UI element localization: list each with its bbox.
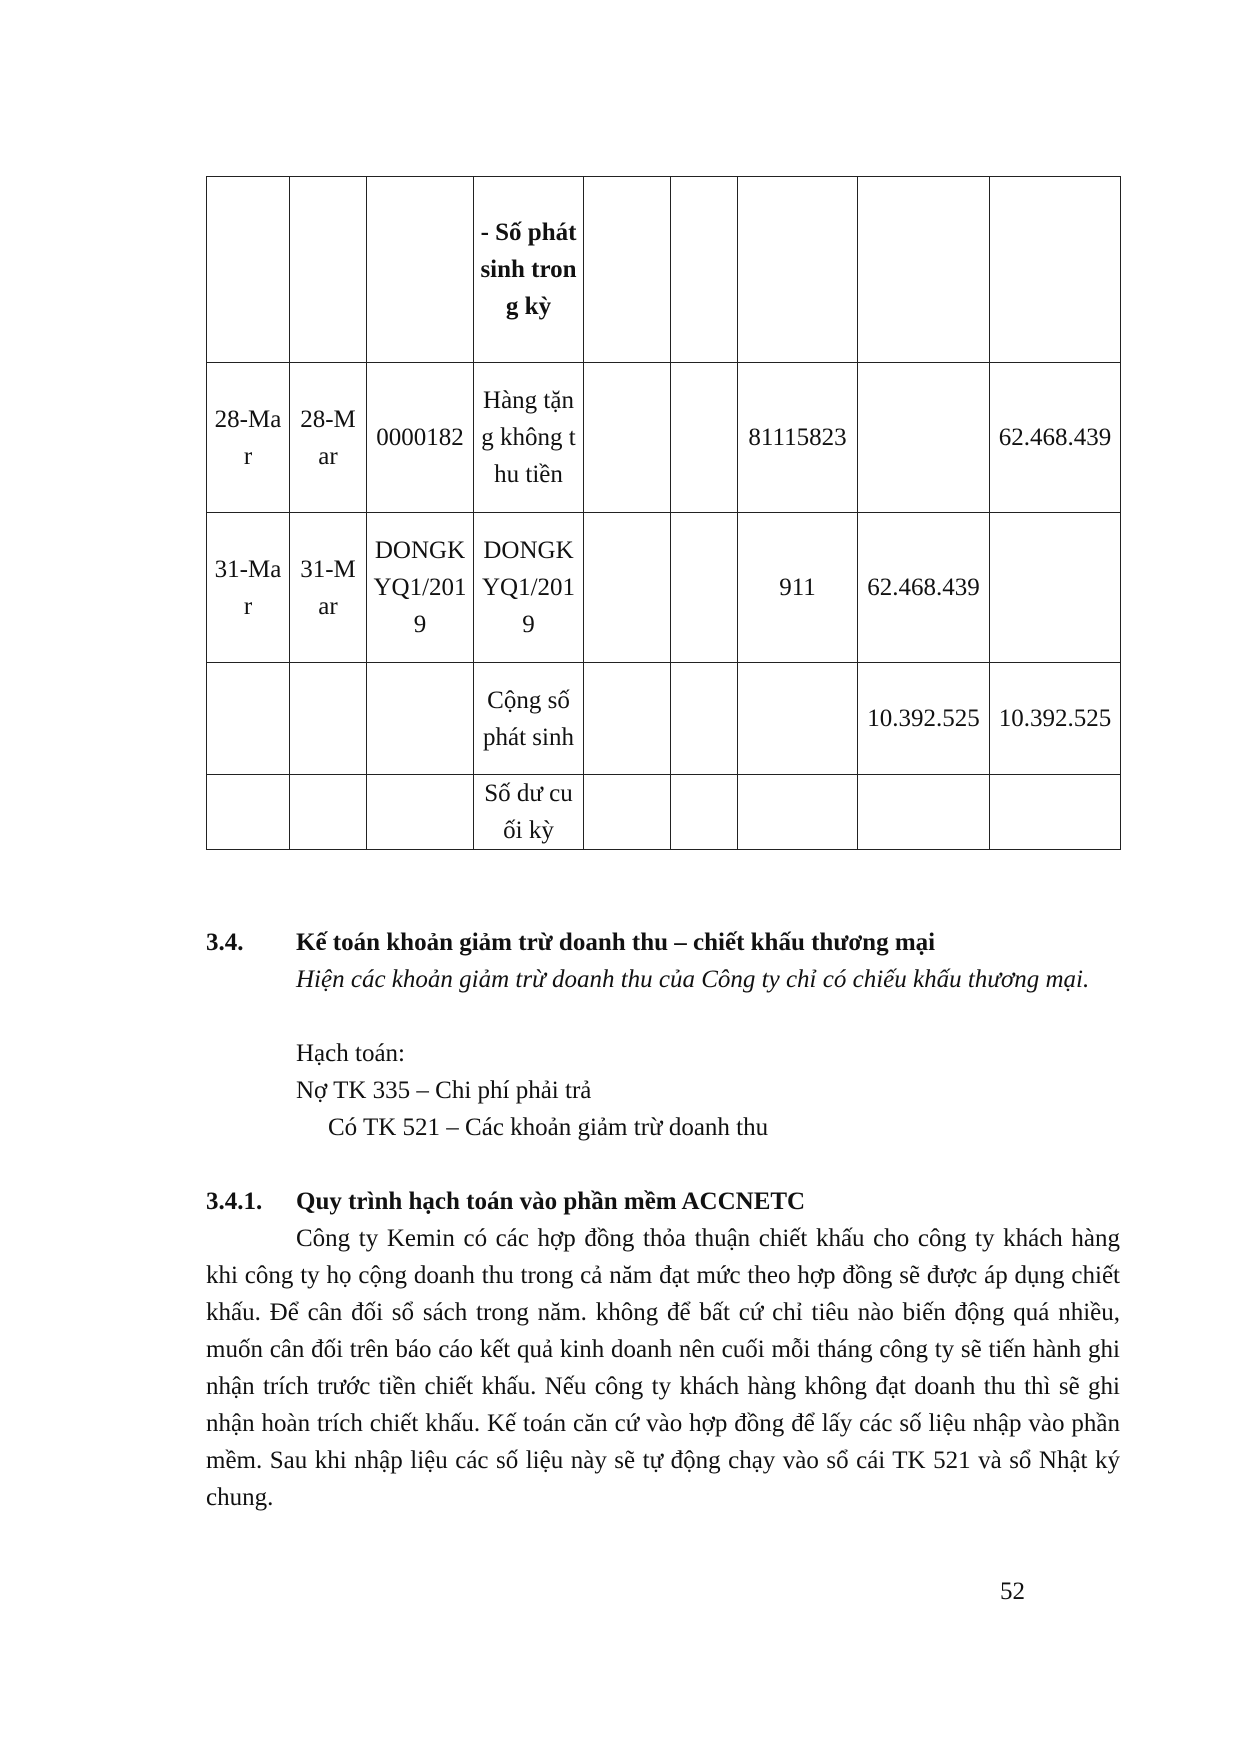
table-cell	[367, 663, 474, 775]
table-cell	[290, 663, 367, 775]
table-cell	[207, 663, 290, 775]
table-cell	[584, 775, 671, 850]
table-cell	[990, 775, 1121, 850]
page-number: 52	[1000, 1578, 1025, 1605]
section-title: Kế toán khoản giảm trừ doanh thu – chiết khấu thương mại	[296, 929, 936, 956]
table-cell: - Số phát sinh trong kỳ	[474, 177, 584, 363]
table-cell: DONGKYQ1/2019	[367, 513, 474, 663]
table-cell: 0000182	[367, 363, 474, 513]
table-cell	[584, 363, 671, 513]
table-cell: Số dư cuối kỳ	[474, 775, 584, 850]
body-paragraph: Công ty Kemin có các hợp đồng thỏa thuận chiết khấu cho công ty khách hàng khi công ty họ cộng doanh thu trong cả năm đạt mức theo hợp đồng sẽ được áp dụng chiết khấu. Để cân đối sổ sách trong năm. không để bất cứ chỉ tiêu nào biến động quá nhiều, muốn cân đối trên báo cáo kết quả kinh doanh nên cuối mỗi tháng công ty sẽ tiến hành ghi nhận trích trước tiền chiết khấu. Nếu công ty khách hàng không đạt doanh thu thì sẽ ghi nhận hoàn trích chiết khấu. Kế toán căn cứ vào hợp đồng để lấy các số liệu nhập vào phần mềm. Sau khi nhập liệu các số liệu này sẽ tự động chạy vào sổ cái TK 521 và sổ Nhật ký chung.	[206, 1225, 1120, 1511]
table-cell: 10.392.525	[858, 663, 990, 775]
table-cell: 31-Mar	[290, 513, 367, 663]
table-cell: 28-Mar	[207, 363, 290, 513]
table-cell	[290, 177, 367, 363]
table-cell: 31-Mar	[207, 513, 290, 663]
table-cell	[671, 513, 738, 663]
section-number: 3.4.1.	[206, 1188, 263, 1215]
table-cell	[990, 513, 1121, 663]
table-cell	[738, 663, 858, 775]
table-cell	[738, 775, 858, 850]
table-cell	[584, 513, 671, 663]
table-cell	[671, 775, 738, 850]
table-cell	[858, 177, 990, 363]
table-row	[207, 775, 1121, 850]
table-cell: DONGKYQ1/2019	[474, 513, 584, 663]
table-cell	[367, 177, 474, 363]
table-cell: Hàng tặng không thu tiền	[474, 363, 584, 513]
section-heading-3-4-1	[206, 1183, 1120, 1220]
debit-entry: Nợ TK 335 – Chi phí phải trả	[296, 1077, 592, 1104]
table-cell	[367, 775, 474, 850]
table-cell: 911	[738, 513, 858, 663]
table-row	[207, 663, 1121, 775]
section-heading-3-4	[206, 924, 1120, 961]
table-cell	[584, 663, 671, 775]
table-cell	[290, 775, 367, 850]
table-cell	[671, 363, 738, 513]
table-cell	[671, 663, 738, 775]
hach-toan-label: Hạch toán:	[296, 1040, 405, 1067]
table-cell	[990, 177, 1121, 363]
table-row	[207, 513, 1121, 663]
ledger-table	[206, 176, 1121, 850]
table-cell	[207, 775, 290, 850]
section-title: Quy trình hạch toán vào phần mềm ACCNETC	[296, 1188, 806, 1215]
table-cell: 81115823	[738, 363, 858, 513]
credit-entry: Có TK 521 – Các khoản giảm trừ doanh thu	[328, 1114, 769, 1141]
table-cell	[858, 363, 990, 513]
table-cell: 62.468.439	[990, 363, 1121, 513]
table-cell	[207, 177, 290, 363]
table-cell	[858, 775, 990, 850]
table-cell: 62.468.439	[858, 513, 990, 663]
table-cell: 28-Mar	[290, 363, 367, 513]
table-row	[207, 177, 1121, 363]
table-cell: 10.392.525	[990, 663, 1121, 775]
intro-paragraph: Hiện các khoản giảm trừ doanh thu của Công ty chỉ có chiếu khấu thương mại.	[296, 966, 1090, 993]
section-number: 3.4.	[206, 929, 244, 956]
table-cell: Cộng số phát sinh	[474, 663, 584, 775]
table-cell	[671, 177, 738, 363]
table-cell	[584, 177, 671, 363]
table-row	[207, 363, 1121, 513]
table-cell	[738, 177, 858, 363]
